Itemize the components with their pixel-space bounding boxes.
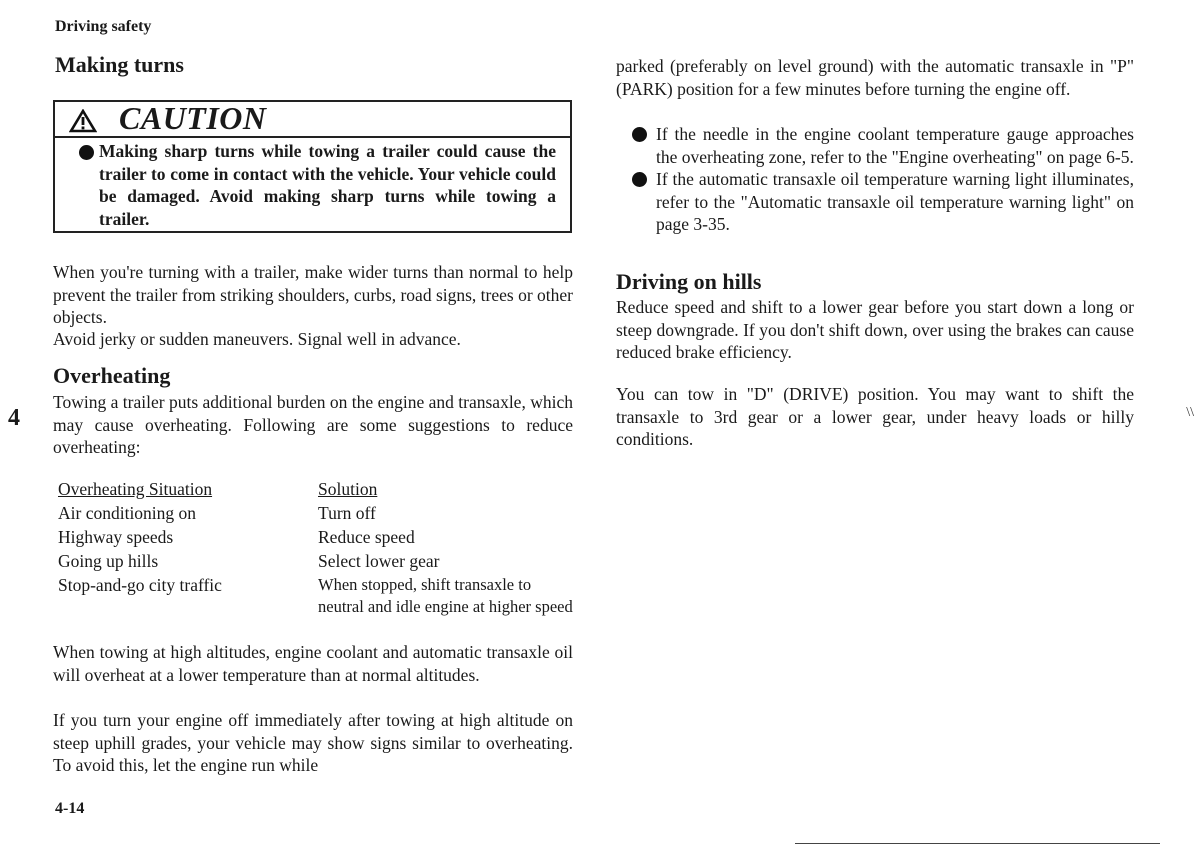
- overheating-paragraph-2: If you turn your engine off immediately after towing at high altitude on steep uphill grades, your vehicle may show signs similar to overheating. To avoid this, let the engine run while: [53, 710, 573, 775]
- list-item-text: If the automatic transaxle oil temperature warning light illuminates, refer to the "Automatic transaxle oil temperature warning light" on page 3-35.: [656, 169, 1134, 234]
- making-turns-paragraph-2: Avoid jerky or sudden maneuvers. Signal well in advance.: [53, 329, 461, 349]
- table-header-situation: Overheating Situation: [58, 479, 213, 499]
- table-cell-solution: Reduce speed: [318, 527, 415, 547]
- continuation-paragraph: parked (preferably on level ground) with the automatic transaxle in "P" (PARK) position for a few minutes before turning the engine off.: [616, 56, 1134, 99]
- edge-mark: \\: [1186, 405, 1194, 420]
- bullet-list: [616, 123, 1134, 236]
- table-cell-solution: Select lower gear: [318, 551, 440, 571]
- page-number: 4-14: [55, 800, 85, 817]
- table-cell-situation: Stop-and-go city traffic: [58, 575, 222, 595]
- table-header-solution: Solution: [318, 479, 378, 499]
- driving-on-hills-heading: Driving on hills: [616, 269, 762, 294]
- section-header: Driving safety: [55, 18, 152, 35]
- footer-rule: [795, 843, 1160, 844]
- bullet-icon: [632, 172, 647, 187]
- caution-title: CAUTION: [119, 100, 267, 136]
- warning-triangle-icon: [69, 109, 97, 133]
- list-item: [616, 168, 1134, 236]
- making-turns-paragraph-1: When you're turning with a trailer, make wider turns than normal to help prevent the trailer from striking shoulders, curbs, road signs, trees or other objects.: [53, 262, 574, 327]
- caution-box: [53, 100, 572, 233]
- making-turns-heading: Making turns: [55, 52, 184, 77]
- overheating-paragraph-1: When towing at high altitudes, engine coolant and automatic transaxle oil will overheat at a lower temperature than at normal altitudes.: [53, 642, 573, 685]
- hills-paragraph-2: You can tow in "D" (DRIVE) position. You may want to shift the transaxle to 3rd gear or a lower gear, under heavy loads or hilly conditions.: [616, 384, 1134, 449]
- caution-header: [55, 102, 570, 138]
- bullet-icon: [79, 145, 94, 160]
- table-cell-situation: Air conditioning on: [58, 503, 197, 523]
- bullet-icon: [632, 127, 647, 142]
- table-cell-solution: Turn off: [318, 503, 376, 523]
- overheating-heading: Overheating: [53, 363, 171, 388]
- list-item-text: If the needle in the engine coolant temperature gauge approaches the overheating zone, refer to the "Engine overheating" on page 6-5.: [656, 124, 1134, 167]
- hills-paragraph-1: Reduce speed and shift to a lower gear before you start down a long or steep downgrade. If you don't shift down, over using the brakes can cause reduced brake efficiency.: [616, 297, 1134, 362]
- list-item: [616, 123, 1134, 168]
- caution-text: Making sharp turns while towing a trailer could cause the trailer to come in contact with the vehicle. Your vehicle could be damaged. Avoid making sharp turns while towing a trailer.: [99, 141, 556, 229]
- table-cell-solution: When stopped, shift transaxle to neutral and idle engine at higher speed: [318, 575, 573, 616]
- table-cell-situation: Going up hills: [58, 551, 159, 571]
- table-cell-situation: Highway speeds: [58, 527, 174, 547]
- overheating-intro: Towing a trailer puts additional burden on the engine and transaxle, which may cause overheating. Following are some suggestions to reduce overheating:: [53, 392, 573, 457]
- chapter-tab-number: 4: [8, 405, 20, 431]
